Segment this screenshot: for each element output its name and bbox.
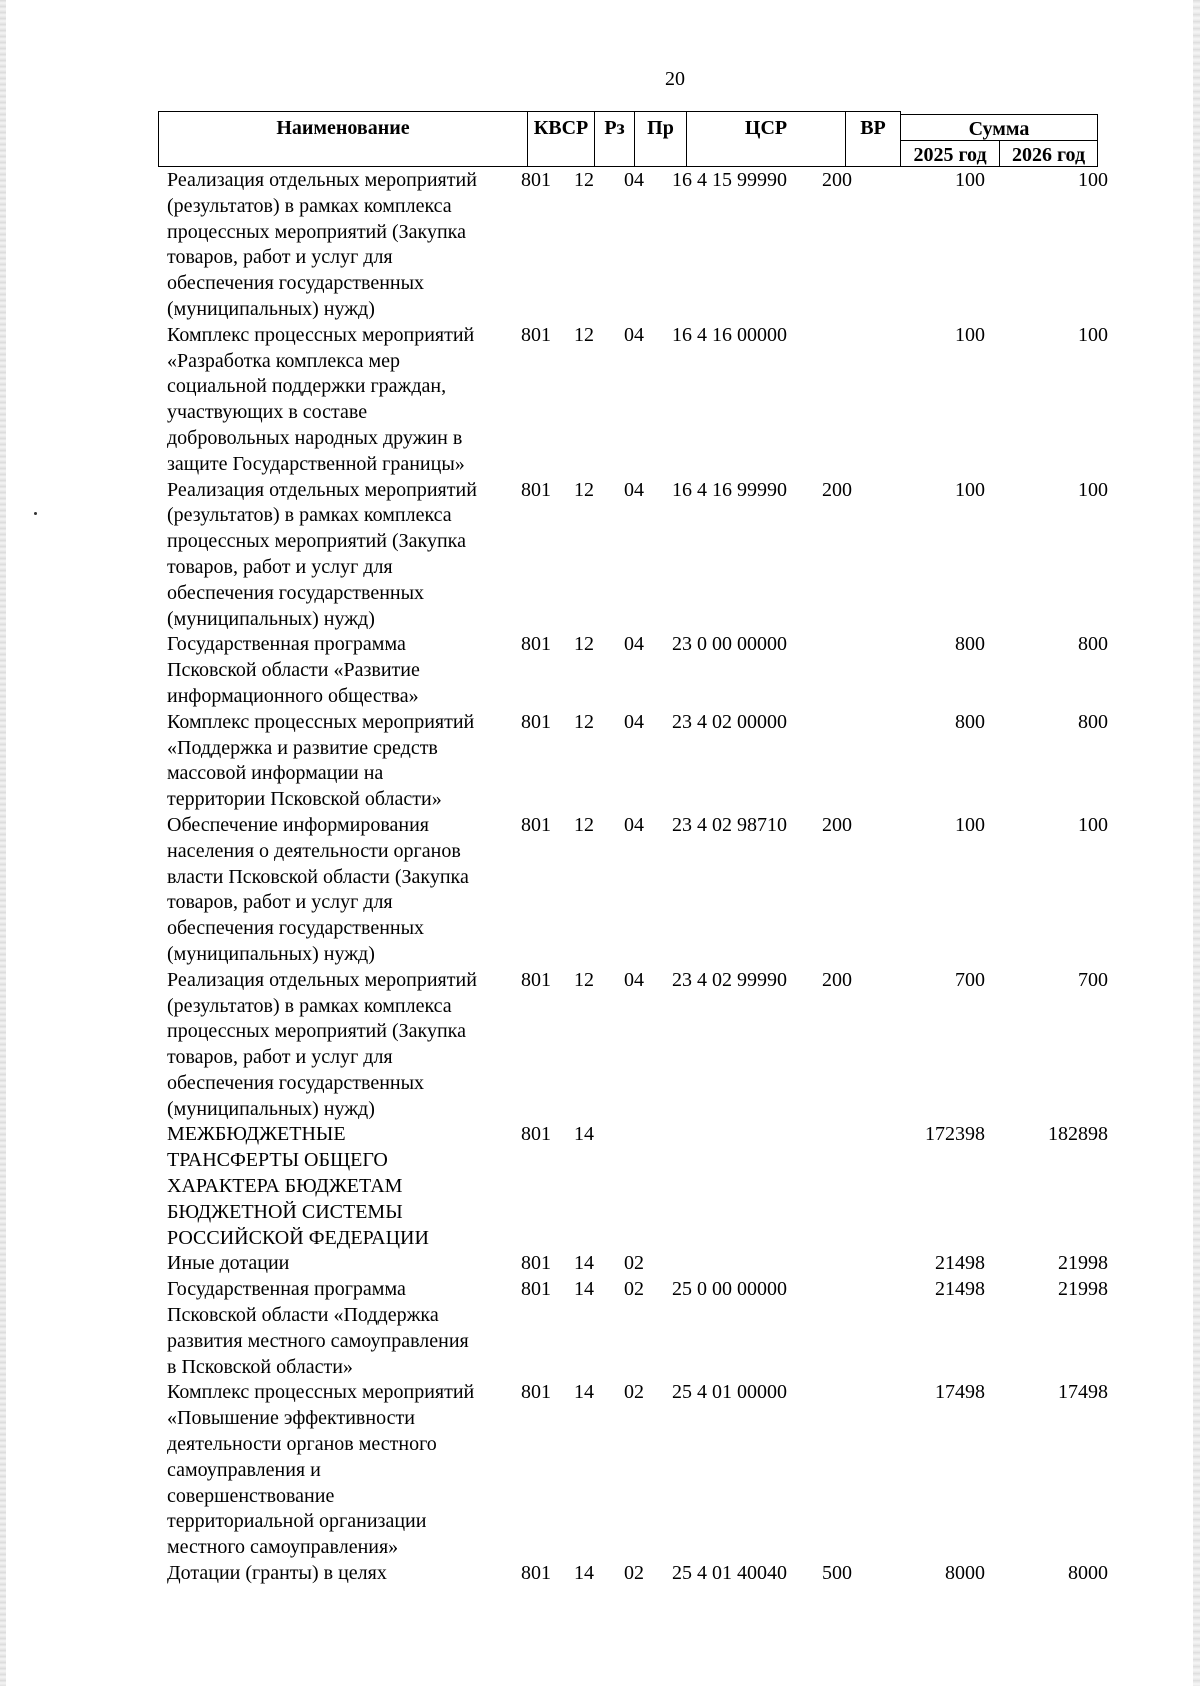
row-kvsr: 801 bbox=[521, 478, 551, 501]
row-vr: 200 bbox=[822, 813, 852, 836]
row-pr: 02 bbox=[624, 1381, 644, 1404]
header-csr: ЦСР bbox=[686, 111, 846, 167]
row-rz: 12 bbox=[574, 813, 594, 836]
row-name-line: деятельности органов местного bbox=[167, 1433, 437, 1456]
header-2026: 2026 год bbox=[999, 140, 1098, 167]
row-sum-2025: 21498 bbox=[935, 1252, 985, 1275]
row-pr: 04 bbox=[624, 323, 644, 346]
row-name-line: добровольных народных дружин в bbox=[167, 426, 463, 449]
row-rz: 12 bbox=[574, 633, 594, 656]
row-name bbox=[158, 1380, 508, 1561]
row-kvsr: 801 bbox=[521, 1562, 551, 1585]
row-name-line: МЕЖБЮДЖЕТНЫЕ bbox=[167, 1123, 346, 1146]
row-sum-2026: 21998 bbox=[1058, 1278, 1108, 1301]
row-name-line: Государственная программа bbox=[167, 633, 406, 656]
row-name-line: Реализация отдельных мероприятий bbox=[167, 169, 477, 191]
row-name-line: (муниципальных) нужд) bbox=[167, 1097, 375, 1120]
row-name-line: (результатов) в рамках комплекса bbox=[167, 504, 452, 527]
row-name-line: участвующих в составе bbox=[167, 401, 368, 424]
row-name-line: Комплекс процессных мероприятий bbox=[167, 323, 475, 346]
row-name-line: Государственная программа bbox=[167, 1278, 406, 1301]
row-name-line: (результатов) в рамках комплекса bbox=[167, 194, 452, 217]
header-2025: 2025 год bbox=[900, 140, 1000, 167]
row-csr: 25 0 00 00000 bbox=[672, 1278, 787, 1301]
row-name-line: (муниципальных) нужд) bbox=[167, 942, 375, 965]
row-name bbox=[158, 632, 508, 709]
table-row bbox=[158, 478, 1108, 633]
row-sum-2026: 700 bbox=[1078, 968, 1108, 991]
table-row bbox=[158, 710, 1108, 813]
row-sum-2026: 100 bbox=[1078, 478, 1108, 501]
row-rz: 12 bbox=[574, 323, 594, 346]
row-kvsr: 801 bbox=[521, 1252, 551, 1275]
table-row bbox=[158, 1122, 1108, 1251]
row-name-line: товаров, работ и услуг для bbox=[167, 555, 393, 578]
row-name-line: Реализация отдельных мероприятий bbox=[167, 478, 477, 501]
row-name-line: Псковской области «Поддержка bbox=[167, 1304, 439, 1327]
row-csr: 16 4 16 99990 bbox=[672, 478, 787, 501]
row-sum-2025: 100 bbox=[955, 323, 985, 346]
row-pr: 04 bbox=[624, 478, 644, 501]
row-rz: 12 bbox=[574, 478, 594, 501]
row-kvsr: 801 bbox=[521, 968, 551, 991]
row-rz: 14 bbox=[574, 1123, 594, 1146]
row-kvsr: 801 bbox=[521, 1278, 551, 1301]
row-name-line: процессных мероприятий (Закупка bbox=[167, 530, 466, 553]
row-name bbox=[158, 1122, 508, 1251]
row-name-line: информационного общества» bbox=[167, 684, 419, 707]
row-name-line: Реализация отдельных мероприятий bbox=[167, 968, 477, 991]
row-name-line: РОССИЙСКОЙ ФЕДЕРАЦИИ bbox=[167, 1226, 429, 1249]
header-pr: Пр bbox=[634, 111, 687, 167]
row-rz: 14 bbox=[574, 1278, 594, 1301]
table-row bbox=[158, 813, 1108, 968]
row-rz: 12 bbox=[574, 968, 594, 991]
row-rz: 12 bbox=[574, 169, 594, 191]
row-csr: 23 4 02 98710 bbox=[672, 813, 787, 836]
row-vr: 500 bbox=[822, 1562, 852, 1585]
row-name-line: совершенствование bbox=[167, 1484, 335, 1507]
row-sum-2025: 17498 bbox=[935, 1381, 985, 1404]
row-name-line: территории Псковской области» bbox=[167, 788, 442, 811]
table-row bbox=[158, 323, 1108, 478]
row-kvsr: 801 bbox=[521, 1123, 551, 1146]
row-sum-2026: 100 bbox=[1078, 813, 1108, 836]
row-name-line: «Поддержка и развитие средств bbox=[167, 736, 438, 759]
row-name-line: территориальной организации bbox=[167, 1510, 427, 1533]
row-name-line: «Повышение эффективности bbox=[167, 1407, 415, 1430]
row-kvsr: 801 bbox=[521, 169, 551, 191]
table-body bbox=[158, 168, 1108, 1587]
row-pr: 02 bbox=[624, 1278, 644, 1301]
row-sum-2026: 21998 bbox=[1058, 1252, 1108, 1275]
row-sum-2025: 800 bbox=[955, 633, 985, 656]
table-row bbox=[158, 632, 1108, 709]
row-name bbox=[158, 478, 508, 633]
row-kvsr: 801 bbox=[521, 633, 551, 656]
row-pr: 04 bbox=[624, 968, 644, 991]
row-pr: 04 bbox=[624, 813, 644, 836]
row-kvsr: 801 bbox=[521, 710, 551, 733]
row-kvsr: 801 bbox=[521, 323, 551, 346]
row-kvsr: 801 bbox=[521, 813, 551, 836]
row-csr: 25 4 01 40040 bbox=[672, 1562, 787, 1585]
row-sum-2026: 17498 bbox=[1058, 1381, 1108, 1404]
row-name-line: Обеспечение информирования bbox=[167, 813, 429, 836]
row-name-line: (результатов) в рамках комплекса bbox=[167, 994, 452, 1017]
row-name bbox=[158, 710, 508, 813]
row-csr: 16 4 15 99990 bbox=[672, 169, 787, 191]
row-sum-2025: 800 bbox=[955, 710, 985, 733]
row-csr: 23 0 00 00000 bbox=[672, 633, 787, 656]
row-pr: 02 bbox=[624, 1252, 644, 1275]
row-rz: 14 bbox=[574, 1252, 594, 1275]
row-name-line: развития местного самоуправления bbox=[167, 1329, 469, 1352]
row-name-line: массовой информации на bbox=[167, 762, 384, 785]
row-rz: 14 bbox=[574, 1562, 594, 1585]
row-name bbox=[158, 323, 508, 478]
row-sum-2026: 100 bbox=[1078, 323, 1108, 346]
row-name bbox=[158, 968, 508, 1123]
row-name bbox=[158, 168, 508, 323]
row-name bbox=[158, 1277, 508, 1380]
row-pr: 04 bbox=[624, 710, 644, 733]
row-sum-2025: 8000 bbox=[945, 1562, 985, 1585]
scan-left-edge bbox=[0, 0, 6, 1686]
row-sum-2026: 182898 bbox=[1048, 1123, 1108, 1146]
row-sum-2025: 100 bbox=[955, 813, 985, 836]
row-name-line: товаров, работ и услуг для bbox=[167, 1046, 393, 1069]
table-row bbox=[158, 1251, 1108, 1277]
scan-right-edge bbox=[1193, 0, 1200, 1686]
row-name-line: защите Государственной границы» bbox=[167, 452, 465, 475]
row-vr: 200 bbox=[822, 968, 852, 991]
row-name-line: власти Псковской области (Закупка bbox=[167, 865, 469, 888]
row-name-line: населения о деятельности органов bbox=[167, 839, 461, 862]
row-name-line: Комплекс процессных мероприятий bbox=[167, 1381, 475, 1404]
header-sum: Сумма bbox=[900, 114, 1098, 141]
row-name-line: процессных мероприятий (Закупка bbox=[167, 220, 466, 243]
row-csr: 16 4 16 00000 bbox=[672, 323, 787, 346]
row-name-line: ХАРАКТЕРА БЮДЖЕТАМ bbox=[167, 1175, 403, 1198]
row-name-line: БЮДЖЕТНОЙ СИСТЕМЫ bbox=[167, 1200, 403, 1223]
row-sum-2025: 172398 bbox=[925, 1123, 985, 1146]
row-name bbox=[158, 1251, 508, 1277]
row-name-line: обеспечения государственных bbox=[167, 272, 425, 295]
table-row bbox=[158, 168, 1108, 323]
row-name-line: (муниципальных) нужд) bbox=[167, 607, 375, 630]
table-header bbox=[158, 111, 1108, 167]
row-name-line: товаров, работ и услуг для bbox=[167, 246, 393, 269]
row-pr: 04 bbox=[624, 633, 644, 656]
row-csr: 23 4 02 00000 bbox=[672, 710, 787, 733]
row-name-line: процессных мероприятий (Закупка bbox=[167, 1020, 466, 1043]
row-sum-2025: 700 bbox=[955, 968, 985, 991]
row-name-line: Дотации (гранты) в целях bbox=[167, 1562, 387, 1585]
row-name-line: самоуправления и bbox=[167, 1458, 321, 1481]
row-name bbox=[158, 813, 508, 968]
header-name: Наименование bbox=[158, 111, 528, 167]
row-name-line: социальной поддержки граждан, bbox=[167, 375, 447, 398]
row-sum-2026: 8000 bbox=[1068, 1562, 1108, 1585]
row-name-line: «Разработка комплекса мер bbox=[167, 349, 401, 372]
row-pr: 04 bbox=[624, 169, 644, 191]
row-sum-2026: 800 bbox=[1078, 633, 1108, 656]
row-name-line: Псковской области «Развитие bbox=[167, 659, 420, 682]
page-number: 20 bbox=[665, 68, 685, 90]
row-name-line: Комплекс процессных мероприятий bbox=[167, 710, 475, 733]
table-row bbox=[158, 1561, 1108, 1587]
row-name-line: товаров, работ и услуг для bbox=[167, 891, 393, 914]
header-kvsr: КВСР bbox=[527, 111, 595, 167]
row-name-line: обеспечения государственных bbox=[167, 1071, 425, 1094]
table-row bbox=[158, 1380, 1108, 1561]
row-name-line: обеспечения государственных bbox=[167, 581, 425, 604]
row-csr: 23 4 02 99990 bbox=[672, 968, 787, 991]
header-vr: ВР bbox=[845, 111, 901, 167]
row-vr: 200 bbox=[822, 478, 852, 501]
row-name-line: в Псковской области» bbox=[167, 1355, 353, 1378]
table-row bbox=[158, 1277, 1108, 1380]
row-name-line: ТРАНСФЕРТЫ ОБЩЕГО bbox=[167, 1149, 388, 1172]
row-name-line: (муниципальных) нужд) bbox=[167, 297, 375, 320]
row-sum-2025: 100 bbox=[955, 478, 985, 501]
row-rz: 14 bbox=[574, 1381, 594, 1404]
row-rz: 12 bbox=[574, 710, 594, 733]
row-sum-2026: 800 bbox=[1078, 710, 1108, 733]
row-name-line: местного самоуправления» bbox=[167, 1536, 399, 1559]
row-vr: 200 bbox=[822, 169, 852, 191]
row-name-line: Иные дотации bbox=[167, 1252, 290, 1275]
row-pr: 02 bbox=[624, 1562, 644, 1585]
scan-speck bbox=[34, 512, 37, 515]
row-sum-2025: 21498 bbox=[935, 1278, 985, 1301]
row-csr: 25 4 01 00000 bbox=[672, 1381, 787, 1404]
header-rz: Рз bbox=[594, 111, 635, 167]
table-row bbox=[158, 968, 1108, 1123]
row-kvsr: 801 bbox=[521, 1381, 551, 1404]
row-sum-2026: 100 bbox=[1078, 169, 1108, 191]
row-name-line: обеспечения государственных bbox=[167, 917, 425, 940]
row-sum-2025: 100 bbox=[955, 169, 985, 191]
row-name bbox=[158, 1561, 508, 1587]
